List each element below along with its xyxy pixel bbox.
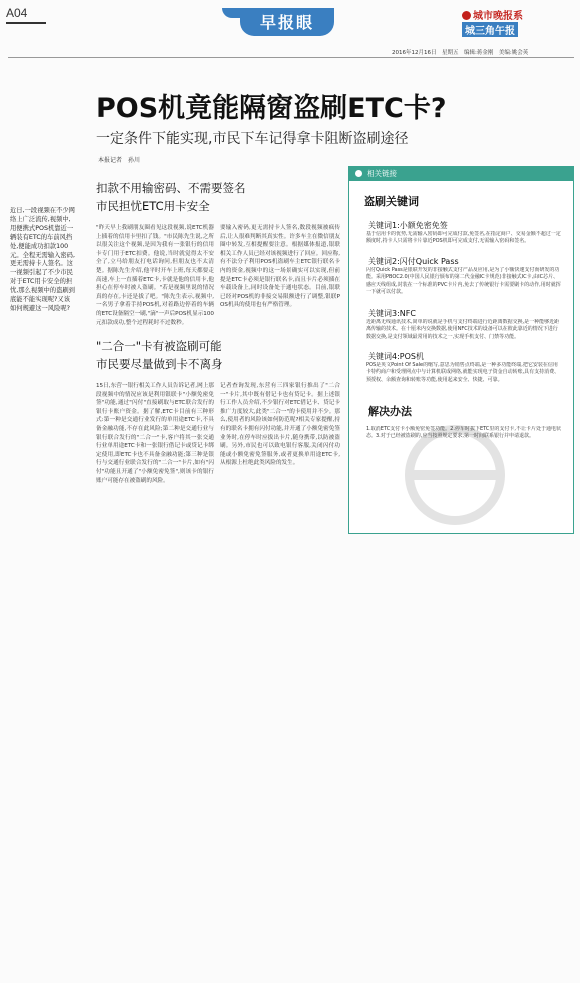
issue-meta: 2016年12月16日 星期五 编辑:蒋金刚 美编:姚会英: [392, 50, 529, 56]
tab-dot-icon: [355, 170, 362, 177]
section-banner: [240, 8, 334, 36]
keyword4-text: POS是英文Point Of Sale的缩写,意思为销售点终端,是一种多功能终端,把它安装在信用卡特约商户和受理网点中与计算机联成网络,就能实现电子资金自动转账,具有支持消费、预授权、余额查询和转账等功能,使用起来安全、快捷、可靠。: [366, 362, 560, 383]
byline: 本报记者 孙川: [98, 157, 141, 164]
page-number-underline: [6, 22, 46, 24]
related-links-tab: [349, 167, 573, 181]
header-divider: [8, 57, 574, 58]
subheadline: 一定条件下能实现,市民下车记得拿卡阻断盗刷途径: [96, 131, 409, 147]
page-number: A04: [6, 6, 28, 20]
section1-heading-line2: 市民担忧ETC用卡安全: [96, 199, 210, 213]
brand-suffix: 系: [513, 11, 523, 22]
keyword1-title: 关键词1:小额免密免签: [368, 221, 448, 230]
keywords-title: 盗刷关键词: [364, 195, 419, 208]
section1-column2: 要输入密码,更无需持卡人签名,数段视频被疯传后,让人很难判断其真实性。许多车主在微信朋友圈中转发,互相提醒要注意。根据媒体报道,银联相关工作人员已经对该视频进行了回应。回应称,有不法分子利用POS机盗刷车主ETC银行联名卡内的资金,视频中的这一场景确实可以实现,但前提是ETC卡必须是银行联名卡,而且卡片必须插在车载设备上,同时设备处于通电状态。目前,银联已经对POS机的非接交易限额进行了调整,银联POS机具的使用也有严格管理。: [220, 225, 340, 309]
section2-column2: 记者查询发现,东营有三四家银行推出了"二合一"卡片,其中既有借记卡也有贷记卡。据上述银行工作人员介绍,不少银行对ETC借记卡、贷记卡推广力度较大,此类"二合一"的卡使用并不少。那么,使用者的风险该如何防范呢?相关专家提醒,持有的联名卡拥有闪付功能,并开通了小额免密免签业务时,在停车时应拔出卡片,随身携带,以防被盗刷。另外,市民也可以致电银行客服,关闭闪付功能或小额免密免签服务,或者更换单用途ETC卡,从根源上杜绝此类风险的发生。: [220, 383, 340, 467]
section2-heading-line2: 市民要尽量做到卡不离身: [96, 357, 223, 371]
headline: POS机竟能隔窗盗刷ETC卡?: [96, 93, 447, 124]
section2-heading-line1: "二合一"卡有被盗刷可能: [96, 339, 222, 353]
keyword2-text: 闪付Quick Pass是银联开发的非接触式支付产品及应用,是为了小额快速支付而研发的功能。采用PBOC2.0(中国人民银行颁布的第二代金融IC卡规范)非接触式IC卡,由IC芯片、感应天线组成,封装在一个标准的PVC卡片内,免去了传统银行卡需要刷卡的动作,用时就挥一下就可以付款。: [366, 267, 561, 296]
brand-name: 城市晚报: [473, 11, 513, 22]
keyword3-text: 近距离无线通讯技术,简单的说就是手机与支付终端进行近距离数据交换,是一种能够近距离传输的技术。在十厘米内交换数据,使用NFC技术的设备可以在彼此靠近的情况下进行数据交换,是支付领域最常用的技术之一,实现手机支付、门禁等功能。: [366, 319, 560, 340]
keyword2-title: 关键词2:闪付Quick Pass: [368, 257, 459, 266]
brand-box: 城三角午报: [462, 22, 518, 37]
keyword4-title: 关键词4:POS机: [368, 352, 424, 361]
brand-logo-icon: [462, 11, 471, 20]
section1-heading-line1: 扣款不用输密码、不需要签名: [96, 181, 246, 195]
section2-column1: 15日,东营一银行相关工作人员告诉记者,网上那段视频中的情况应该是利用银联卡"小额免密免签"功能,通过"闪付"直接刷取与ETC联合发行的银行卡账户资金。据了解,ETC卡目前有三种形式:第一种是交通行业发行的单用途ETC卡,不具备金融功能,不存在此风险;第二种是交通行业与银行联合发行的"二合一"卡,客户将其一张交通行业单用途ETC卡和一张银行借记卡或贷记卡绑定使用,即ETC卡也不具备金融功能;第三种是银行与交通行业联合发行的"二合一"卡片,如有"闪付"功能且开通了"小额免密免签",则该卡的银行账户可能存在被盗刷的风险。: [96, 383, 214, 484]
keyword3-title: 关键词3:NFC: [368, 309, 416, 318]
section1-column1: "昨天早上我刷朋友圈看见这段视频,说ETC机器上插着的信用卡里扣了钱。"市民陈先生说,之所以很关注这个视频,是因为我有一张银行的信用卡专门用于ETC扣费。他说,当时就觉得太不安全了,立马给朋友打电话询问,但朋友也不太清楚。据陈先生介绍,他平时开车上班,每天都要走高速,车上一直插着ETC卡,卡就是他的信用卡,他担心在停车时被人盗刷。"若是视频里说的情况真的存在,卡还是拔了吧。"陈先生表示,视频中,一名男子拿着手持POS机,对着路边停着的车辆的ETC设备隔空一刷,"滴"一声后POS机显示100元扣款成功,整个过程耗时不过数秒。: [96, 225, 214, 326]
solution-title: 解决办法: [368, 405, 412, 418]
keyword1-text: 基于信用卡的优势,无需输入密码即可完成付款,免签名,在指定商户、交易金额不超过一定额度时,持卡人只需将卡片靠近POS机即可完成支付,无需输入密码和签名。: [366, 231, 561, 245]
related-links-label: 相关链接: [367, 169, 397, 178]
masthead-brand: [462, 7, 580, 37]
intro-column: 近日,一段视频在不少网络上广泛流传,视频中,用便携式POS机靠近一辆装有ETC的车前风挡处,便能成功扣款100元。全程无需输入密码,更无需持卡人签名。这一视频引起了不少市民对于ETC用卡安全的担忧,那么视频中的盗刷到底能不能实现呢?又该如何规避这一风险呢?: [10, 207, 75, 312]
solution-text: 1.取消ETC支付卡小额免密免签功能。2.停车时拔下ETC里的支付卡,不让卡片处于通电状态。3.对于已经被盗刷的,应当按照规定要求,第一时间联系银行并申请退款。: [366, 426, 561, 440]
steering-wheel-bar: [405, 470, 505, 480]
section-title: 早报眼: [259, 13, 314, 32]
